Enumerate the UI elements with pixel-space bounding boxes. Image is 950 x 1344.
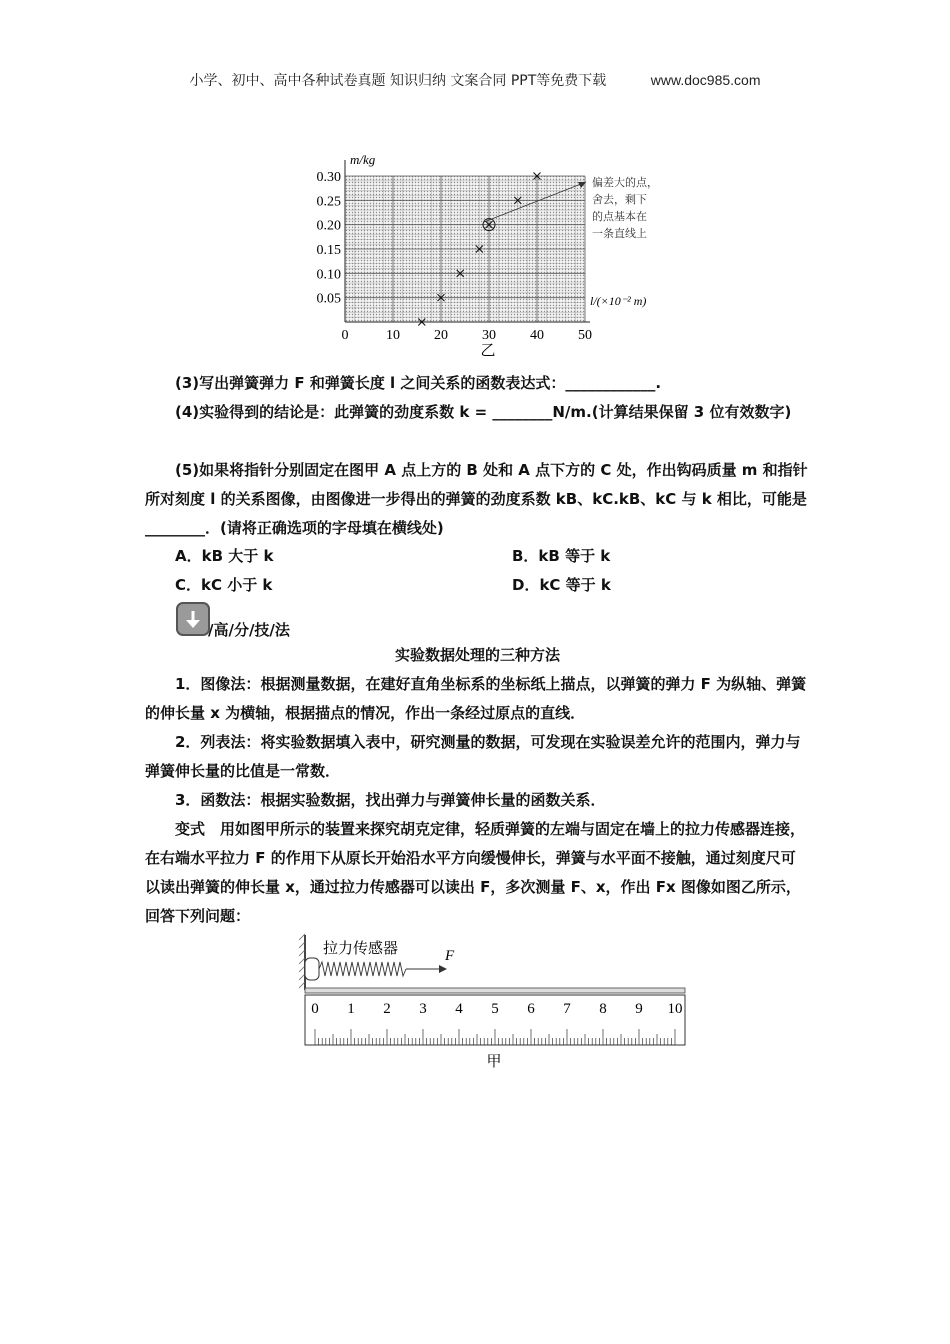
variant-question: 变式 用如图甲所示的装置来探究胡克定律，轻质弹簧的左端与固定在墙上的拉力传感器连接，在右端水平拉力 F 的作用下从原长开始沿水平方向缓慢伸长，弹簧与水平面不接触，通过刻度尺可以读出弹簧的伸长量 x，通过拉力传感器可以读出 F，多次测量 F、x，作出 Fx 图像如图乙所示，回答下列问题： bbox=[145, 820, 806, 925]
option-d[interactable]: D．kC 等于 k bbox=[512, 576, 611, 594]
sensor-label: 拉力传感器 bbox=[323, 941, 399, 957]
x-tick-label: 10 bbox=[386, 328, 400, 343]
figure-b-chart bbox=[300, 148, 680, 363]
ruler-number: 7 bbox=[563, 1001, 571, 1017]
ruler-number: 4 bbox=[455, 1001, 463, 1017]
annotation-line-2: 舍去，剩下 bbox=[592, 194, 647, 206]
annotation-note bbox=[592, 175, 658, 240]
ruler-number: 3 bbox=[419, 1001, 427, 1017]
ruler-number: 8 bbox=[599, 1001, 607, 1017]
x-tick-label: 30 bbox=[482, 328, 496, 343]
force-sensor bbox=[305, 958, 319, 980]
y-tick-label: 0.20 bbox=[316, 218, 341, 234]
annotation-line-3: 的点基本在 bbox=[592, 211, 647, 223]
force-arrowhead bbox=[439, 965, 447, 973]
question-3: (3)写出弹簧弹力 F 和弹簧长度 l 之间关系的函数表达式：____________. bbox=[175, 374, 662, 392]
figure-a-apparatus bbox=[295, 930, 695, 1075]
y-tick-label: 0.25 bbox=[316, 194, 341, 210]
header-url[interactable]: www.doc985.com bbox=[650, 72, 761, 88]
x-axis-label: l/(×10⁻² m) bbox=[590, 294, 647, 308]
y-axis-label: m/kg bbox=[350, 152, 376, 167]
option-a[interactable]: A．kB 大于 k bbox=[175, 547, 274, 565]
download-icon bbox=[176, 602, 210, 636]
method-3: 3．函数法：根据实验数据，找出弹力与弹簧伸长量的函数关系． bbox=[175, 791, 606, 809]
x-tick-label: 0 bbox=[341, 328, 349, 343]
table-surface bbox=[305, 988, 685, 993]
question-5: (5)如果将指针分别固定在图甲 A 点上方的 B 处和 A 点下方的 C 处，作出钩码质量 m 和指针所对刻度 l 的关系图像，由图像进一步得出的弹簧的劲度系数 kB、kC.kB、kC 与 k 相比，可能是________．(请将正确选项的字母填在横线处) bbox=[145, 461, 808, 537]
option-c[interactable]: C．kC 小于 k bbox=[175, 576, 273, 594]
ruler-number: 6 bbox=[527, 1001, 535, 1017]
x-tick-label: 20 bbox=[434, 328, 448, 343]
ruler-number: 5 bbox=[491, 1001, 499, 1017]
ruler-number: 9 bbox=[635, 1001, 643, 1017]
spring bbox=[319, 962, 406, 976]
y-tick-label: 0.10 bbox=[316, 267, 341, 283]
annotation-line-1: 偏差大的点， bbox=[592, 177, 658, 189]
x-tick-label: 50 bbox=[578, 328, 592, 343]
ruler-number: 1 bbox=[347, 1001, 355, 1017]
ruler-number: 2 bbox=[383, 1001, 391, 1017]
figure-b-caption: 乙 bbox=[480, 343, 496, 359]
figure-a-caption: 甲 bbox=[486, 1054, 502, 1070]
page-header bbox=[0, 70, 950, 90]
ruler-number: 0 bbox=[311, 1001, 319, 1017]
header-text: 小学、初中、高中各种试卷真题 知识归纳 文案合同 PPT等免费下载 bbox=[189, 73, 607, 89]
ruler-number: 10 bbox=[667, 1001, 683, 1017]
x-tick-label: 40 bbox=[530, 328, 544, 343]
question-4: (4)实验得到的结论是：此弹簧的劲度系数 k = ________N/m.(计算结果保留 3 位有效数字) bbox=[175, 403, 792, 421]
y-tick-label: 0.15 bbox=[316, 243, 341, 258]
option-b[interactable]: B．kB 等于 k bbox=[512, 547, 611, 565]
section-label: /高/分/技/法 bbox=[208, 621, 290, 639]
y-tick-label: 0.05 bbox=[316, 291, 341, 307]
method-1: 1．图像法：根据测量数据，在建好直角坐标系的坐标纸上描点，以弹簧的弹力 F 为纵轴、弹簧的伸长量 x 为横轴，根据描点的情况，作出一条经过原点的直线． bbox=[145, 675, 807, 722]
method-2: 2．列表法：将实验数据填入表中，研究测量的数据，可发现在实验误差允许的范围内，弹力与弹簧伸长量的比值是一常数． bbox=[145, 733, 801, 780]
section-title: 实验数据处理的三种方法 bbox=[394, 646, 560, 664]
y-tick-label: 0.30 bbox=[316, 170, 341, 185]
force-label: F bbox=[445, 948, 455, 964]
annotation-line-4: 一条直线上 bbox=[592, 228, 647, 240]
